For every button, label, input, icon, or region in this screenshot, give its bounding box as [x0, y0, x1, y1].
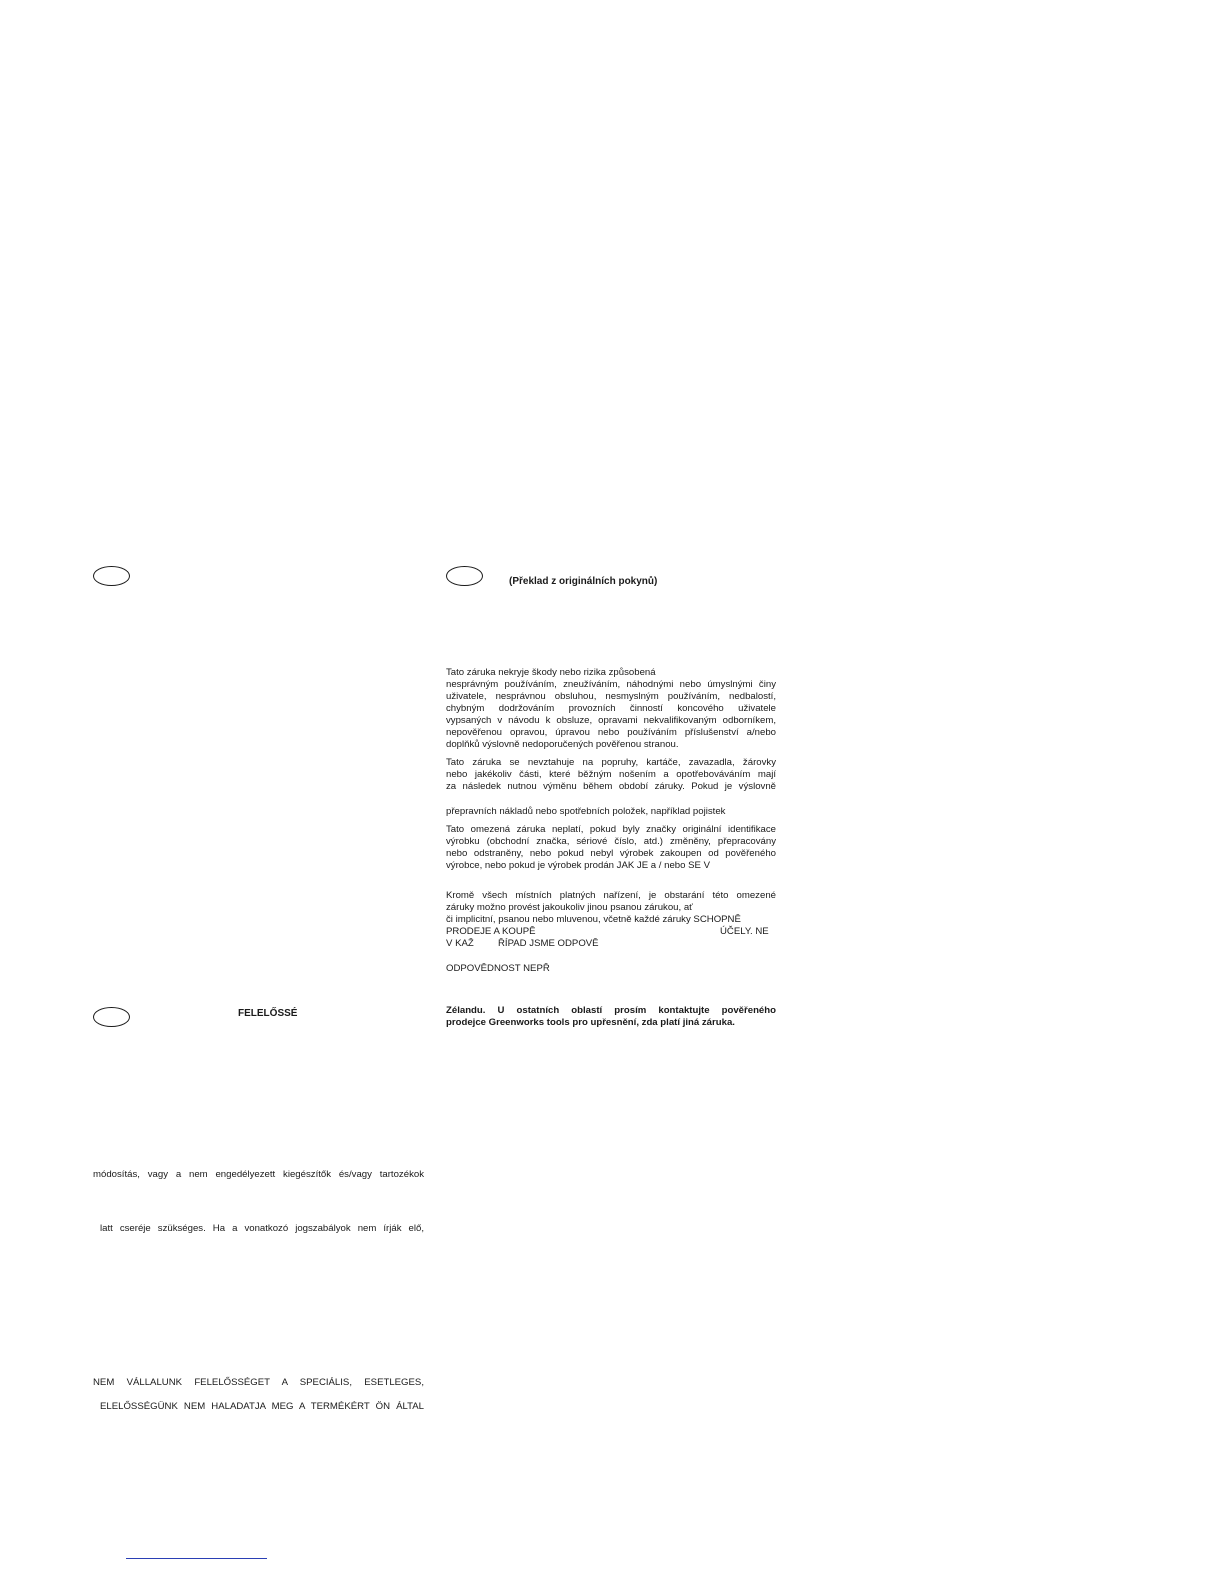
cz-p1-line: chybným dodržováním provozních činností koncového uživatele [446, 703, 776, 714]
cz-p6-line: Zélandu. U ostatních oblastí prosím kontaktujte pověřeného [446, 1005, 776, 1016]
cz-p1-line: uživatele, nesprávnou obsluhou, nesmyslným používáním, nedbalostí, [446, 691, 776, 702]
language-badge-hu [93, 566, 130, 586]
cz-subtitle: (Překlad z originálních pokynů) [509, 576, 658, 587]
hu-text-modositas: módosítás, vagy a nem engedélyezett kiegészítők és/vagy tartozékok [93, 1169, 424, 1180]
cz-p2-line: Tato záruka se nevztahuje na popruhy, kartáče, zavazadla, žárovky [446, 757, 776, 768]
cz-p6-line: prodejce Greenworks tools pro upřesnění, zda platí jiná záruka. [446, 1017, 735, 1028]
cz-p4-fragment: ÚČELY. NE [720, 926, 769, 937]
cz-p3-line: nebo odstraněny, nebo pokud nebyl výrobek zakoupen od pověřeného [446, 848, 776, 859]
cz-p1-line: doplňků výslovně nedoporučených pověřenou stranou. [446, 739, 679, 750]
cz-p2-line: za následek nutnou výměnu během období záruky. Pokud je výslovně [446, 781, 776, 792]
cz-p3-line: výrobku (obchodní značka, sériové číslo, atd.) změněny, přepracovány [446, 836, 776, 847]
cz-p2-tail: přepravních nákladů nebo spotřebních položek, například pojistek [446, 806, 726, 817]
cz-p4-line: záruky možno provést jakoukoliv jinou psanou zárukou, ať [446, 902, 693, 913]
hu-heading-felelosse: FELELŐSSÉ [238, 1008, 298, 1019]
cz-p1-line: vypsaných v návodu k obsluze, opravami nekvalifikovaným odborníkem, [446, 715, 776, 726]
hu-text-latt: latt cseréje szükséges. Ha a vonatkozó jogszabályok nem írják elő, [100, 1223, 424, 1234]
cz-p4-fragment: PRODEJE A KOUPĚ [446, 926, 536, 937]
cz-p3-line: Tato omezená záruka neplatí, pokud byly značky originální identifikace [446, 824, 776, 835]
cz-p3-line: výrobce, nebo pokud je výrobek prodán JAK JE a / nebo SE V [446, 860, 710, 871]
cz-p4-fragment: ŘÍPAD JSME ODPOVĚ [498, 938, 599, 949]
language-badge-cz [446, 566, 483, 586]
cz-p4-fragment: V KAŽ [446, 938, 474, 949]
language-badge-hu-2 [93, 1007, 130, 1027]
hu-text-nem-vallalunk: NEM VÁLLALUNK FELELŐSSÉGET A SPECIÁLIS, ESETLEGES, [93, 1377, 424, 1388]
hu-text-elelossegunk: ELELŐSSÉGÜNK NEM HALADATJA MEG A TERMÉKÉRT ÖN ÁLTAL [100, 1401, 424, 1412]
cz-p1-line: nesprávným používáním, zneužíváním, náhodnými nebo úmyslnými činy [446, 679, 776, 690]
cz-p5-fragment: ODPOVĚDNOST NEPŘ [446, 963, 550, 974]
cz-p1-line: Tato záruka nekryje škody nebo rizika způsobená [446, 667, 656, 678]
cz-p1-line: nepověřenou opravou, úpravou nebo používáním příslušenství a/nebo [446, 727, 776, 738]
cz-p4-line: či implicitní, psanou nebo mluvenou, včetně každé záruky SCHOPNĚ [446, 914, 741, 925]
link-underline [126, 1558, 267, 1559]
cz-p4-line: Kromě všech místních platných nařízení, je obstarání této omezené [446, 890, 776, 901]
cz-p2-line: nebo jakékoliv části, které běžným nošením a opotřebováváním mají [446, 769, 776, 780]
